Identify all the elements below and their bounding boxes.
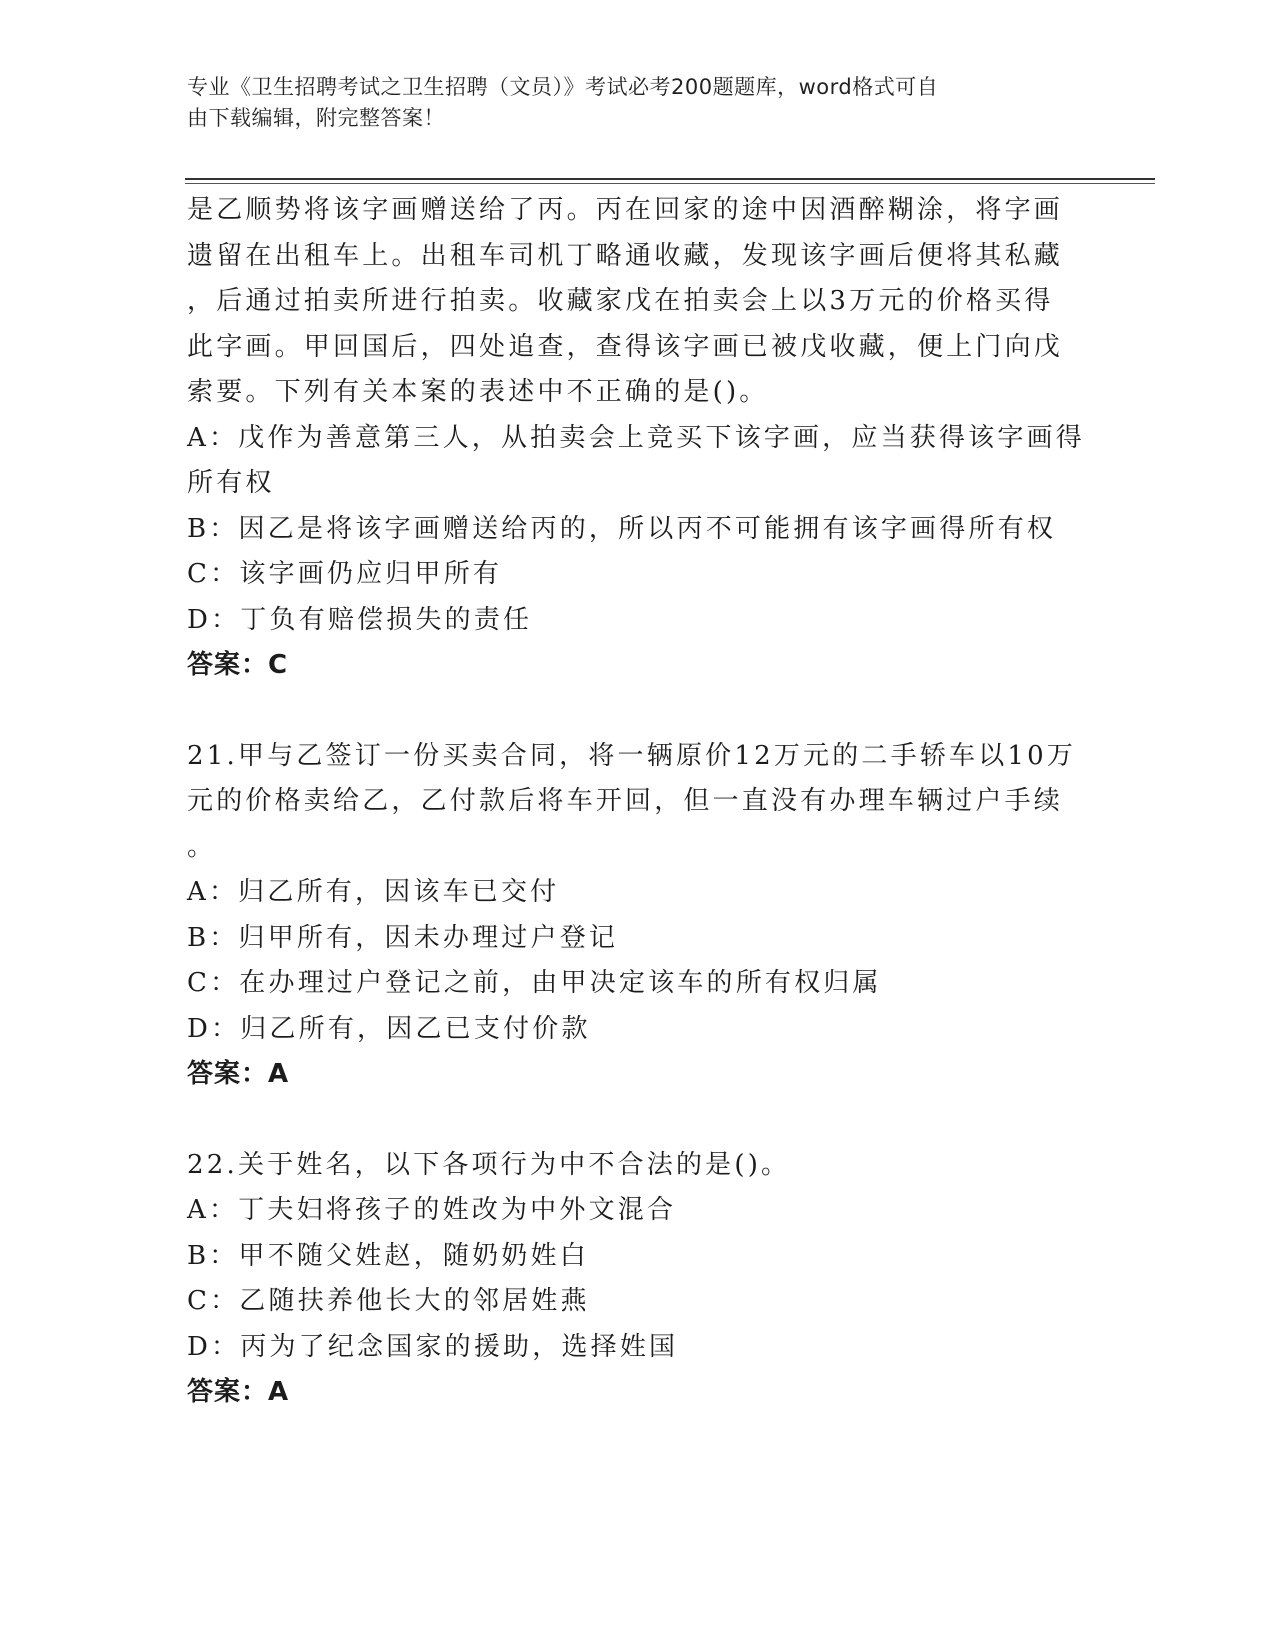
option-a: A：归乙所有，因该车已交付 <box>187 877 560 907</box>
option-a: A：丁夫妇将孩子的姓改为中外文混合 <box>187 1195 677 1225</box>
answer-line: 答案：A <box>187 1059 290 1089</box>
question-21 <box>187 734 1087 1098</box>
question-text-line: 是乙顺势将该字画赠送给了丙。丙在回家的途中因酒醉糊涂，将字画 <box>187 195 1064 225</box>
question-text-line: 索要。下列有关本案的表述中不正确的是()。 <box>187 377 769 407</box>
option-a-continued: 所有权 <box>187 468 275 498</box>
answer-line: 答案：A <box>187 1377 290 1407</box>
question-text-line: 22.关于姓名，以下各项行为中不合法的是()。 <box>187 1149 791 1180</box>
question-20 <box>187 188 1087 689</box>
header-title-line-2: 由下载编辑，附完整答案！ <box>187 106 445 130</box>
option-b: B：甲不随父姓赵，随奶奶姓白 <box>187 1240 589 1271</box>
option-d: D：丙为了纪念国家的援助，选择姓国 <box>187 1331 679 1362</box>
header-title-line-1: 专业《卫生招聘考试之卫生招聘（文员）》考试必考200题题库，word格式可自 <box>187 75 939 99</box>
option-c: C：该字画仍应归甲所有 <box>187 559 503 589</box>
question-text-line: 21.甲与乙签订一份买卖合同，将一辆原价12万元的二手轿车以10万 <box>187 740 1077 771</box>
option-d: D：丁负有赔偿损失的责任 <box>187 604 533 635</box>
answer-line: 答案：C <box>187 650 289 680</box>
question-text-line: 元的价格卖给乙，乙付款后将车开回，但一直没有办理车辆过户手续 <box>187 786 1064 816</box>
option-b: B：归甲所有，因未办理过户登记 <box>187 922 619 953</box>
question-text-line: 遗留在出租车上。出租车司机丁略通收藏，发现该字画后便将其私藏 <box>187 240 1064 271</box>
page-header <box>187 72 1087 134</box>
question-22 <box>187 1143 1087 1416</box>
document-body <box>187 188 1087 1416</box>
option-c: C：在办理过户登记之前，由甲决定该车的所有权归属 <box>187 968 882 998</box>
header-divider-thin <box>185 183 1155 184</box>
question-gap <box>187 689 1087 734</box>
question-text-line: 此字画。甲回国后，四处追查，查得该字画已被戊收藏，便上门向戊 <box>187 331 1064 362</box>
option-b: B：因乙是将该字画赠送给丙的，所以丙不可能拥有该字画得所有权 <box>187 513 1057 544</box>
header-divider-thick <box>185 178 1155 180</box>
question-text-line: 。 <box>187 831 217 862</box>
option-a: A：戊作为善意第三人，从拍卖会上竞买下该字画，应当获得该字画得 <box>187 422 1085 453</box>
option-d: D：归乙所有，因乙已支付价款 <box>187 1013 591 1044</box>
question-gap <box>187 1098 1087 1143</box>
option-c: C：乙随扶养他长大的邻居姓燕 <box>187 1286 590 1316</box>
question-text-line: ，后通过拍卖所进行拍卖。收藏家戊在拍卖会上以3万元的价格买得 <box>187 286 1054 316</box>
